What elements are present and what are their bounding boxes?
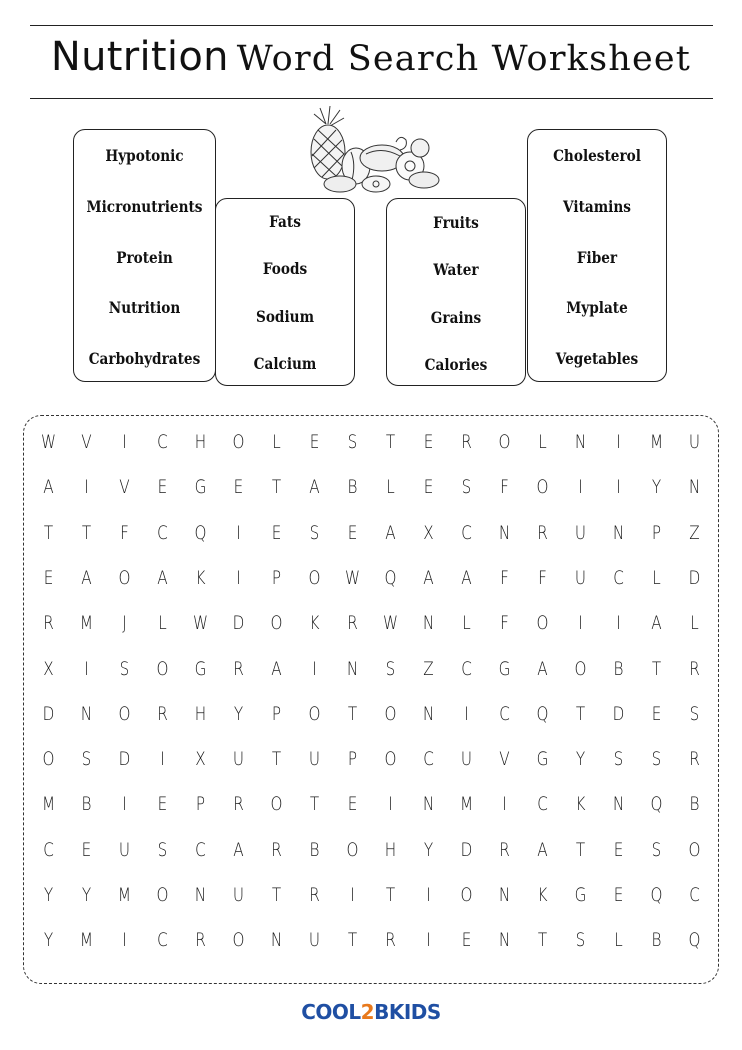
word-list-item: Calcium — [253, 354, 317, 373]
grid-cell: H — [194, 431, 207, 453]
grid-cell: B — [613, 657, 624, 680]
grid-cell: T — [537, 929, 548, 952]
grid-cell: T — [271, 748, 282, 771]
grid-cell: T — [81, 521, 92, 544]
grid-cell: R — [309, 884, 320, 906]
word-list-item: Cholesterol — [553, 146, 641, 165]
grid-cell: I — [616, 431, 621, 453]
grid-cell: S — [347, 431, 358, 453]
grid-cell: R — [537, 521, 548, 544]
grid-cell: O — [384, 702, 397, 725]
grid-cell: Y — [81, 884, 92, 906]
grid-cell: A — [233, 838, 244, 861]
grid-cell: R — [157, 702, 168, 725]
grid-cell: M — [79, 929, 94, 952]
word-list-item: Foods — [262, 259, 308, 278]
word-list-item: Protein — [116, 248, 173, 267]
grid-cell: S — [575, 929, 586, 952]
grid-cell: N — [612, 793, 625, 816]
grid-cell: F — [500, 476, 509, 499]
grid-cell: I — [578, 612, 583, 635]
word-list-item: Nutrition — [108, 298, 181, 317]
grid-cell: B — [651, 929, 662, 952]
grid-cell: E — [461, 929, 472, 952]
grid-cell: M — [117, 884, 132, 906]
grid-cell: E — [423, 431, 434, 453]
grid-cell: C — [157, 929, 168, 952]
grid-row — [30, 431, 712, 471]
grid-cell: C — [461, 521, 472, 544]
grid-cell: S — [81, 748, 92, 771]
fruit-basket-illustration — [296, 104, 446, 196]
grid-cell: O — [42, 748, 55, 771]
grid-cell: D — [118, 748, 131, 771]
grid-cell: I — [426, 884, 431, 906]
grid-cell: Q — [384, 566, 397, 589]
grid-cell: O — [688, 838, 701, 861]
word-list-item: Water — [433, 260, 479, 279]
grid-cell: B — [309, 838, 320, 861]
grid-cell: X — [43, 657, 54, 680]
grid-cell: W — [40, 431, 57, 453]
grid-cell: S — [385, 657, 396, 680]
grid-cell: D — [232, 612, 245, 635]
grid-cell: K — [195, 566, 206, 589]
word-list-item: Carbohydrates — [88, 349, 201, 368]
cool2bkids-logo — [0, 1000, 742, 1024]
grid-cell: E — [613, 838, 624, 861]
grid-cell: S — [651, 748, 662, 771]
grid-cell: R — [233, 793, 244, 816]
grid-cell: A — [43, 476, 54, 499]
grid-cell: C — [499, 702, 510, 725]
grid-cell: C — [157, 431, 168, 453]
grid-cell: P — [195, 793, 206, 816]
grid-cell: B — [81, 793, 92, 816]
grid-cell: S — [309, 521, 320, 544]
logo-part2: 2 — [360, 1000, 375, 1024]
grid-cell: A — [461, 566, 472, 589]
grid-cell: U — [688, 431, 701, 453]
grid-cell: G — [194, 476, 207, 499]
grid-cell: T — [271, 884, 282, 906]
grid-cell: B — [347, 476, 358, 499]
grid-cell: F — [500, 566, 509, 589]
grid-cell: P — [347, 748, 358, 771]
grid-cell: R — [233, 657, 244, 680]
logo-part1: COOL — [301, 1000, 361, 1024]
grid-cell: E — [613, 884, 624, 906]
grid-cell: Y — [43, 929, 54, 952]
grid-cell: O — [270, 793, 283, 816]
grid-cell: X — [423, 521, 434, 544]
grid-row — [30, 567, 712, 607]
grid-cell: Q — [688, 929, 701, 952]
grid-cell: I — [350, 884, 355, 906]
grid-cell: A — [309, 476, 320, 499]
grid-cell: O — [156, 657, 169, 680]
grid-cell: Z — [689, 521, 700, 544]
grid-cell: W — [192, 612, 209, 635]
grid-cell: R — [689, 657, 700, 680]
grid-cell: R — [195, 929, 206, 952]
word-list-item: Myplate — [566, 298, 628, 317]
grid-cell: R — [347, 612, 358, 635]
grid-cell: A — [81, 566, 92, 589]
grid-cell: L — [158, 612, 167, 635]
grid-cell: L — [614, 929, 623, 952]
grid-cell: S — [651, 838, 662, 861]
word-list-item: Sodium — [255, 307, 315, 326]
grid-cell: C — [43, 838, 54, 861]
grid-row — [30, 522, 712, 562]
grid-cell: O — [574, 657, 587, 680]
word-list-box-3 — [386, 198, 526, 386]
grid-cell: Y — [233, 702, 244, 725]
grid-cell: I — [84, 476, 89, 499]
grid-cell: A — [385, 521, 396, 544]
grid-row — [30, 703, 712, 743]
grid-cell: N — [574, 431, 587, 453]
grid-cell: O — [118, 566, 131, 589]
grid-cell: R — [461, 431, 472, 453]
grid-cell: N — [346, 657, 359, 680]
grid-cell: L — [690, 612, 699, 635]
grid-cell: V — [499, 748, 510, 771]
word-list-item: Vitamins — [563, 197, 631, 216]
grid-cell: Y — [651, 476, 662, 499]
grid-cell: T — [43, 521, 54, 544]
grid-cell: Y — [423, 838, 434, 861]
grid-cell: N — [422, 793, 435, 816]
grid-cell: G — [498, 657, 511, 680]
top-rule — [30, 25, 713, 26]
word-list-item: Fats — [269, 212, 301, 231]
grid-cell: A — [271, 657, 282, 680]
grid-cell: I — [312, 657, 317, 680]
page-title — [0, 34, 742, 80]
grid-cell: E — [157, 476, 168, 499]
grid-row — [30, 793, 712, 833]
grid-cell: Y — [43, 884, 54, 906]
grid-cell: U — [460, 748, 473, 771]
grid-cell: R — [271, 838, 282, 861]
grid-cell: I — [502, 793, 507, 816]
title-part2: Word Search Worksheet — [236, 39, 692, 79]
grid-cell: F — [120, 521, 129, 544]
grid-cell: U — [574, 521, 587, 544]
grid-cell: O — [270, 612, 283, 635]
grid-cell: S — [119, 657, 130, 680]
grid-cell: E — [651, 702, 662, 725]
grid-cell: I — [84, 657, 89, 680]
grid-cell: L — [386, 476, 395, 499]
grid-cell: Q — [536, 702, 549, 725]
grid-cell: R — [43, 612, 54, 635]
grid-cell: T — [575, 838, 586, 861]
grid-cell: I — [578, 476, 583, 499]
grid-cell: N — [498, 521, 511, 544]
grid-cell: P — [271, 702, 282, 725]
grid-cell: L — [462, 612, 471, 635]
grid-cell: C — [423, 748, 434, 771]
grid-cell: I — [388, 793, 393, 816]
grid-cell: B — [689, 793, 700, 816]
grid-cell: K — [537, 884, 548, 906]
grid-cell: N — [688, 476, 701, 499]
grid-cell: D — [42, 702, 55, 725]
grid-cell: U — [118, 838, 131, 861]
grid-cell: O — [308, 566, 321, 589]
word-list-item: Fiber — [576, 248, 618, 267]
grid-cell: O — [536, 476, 549, 499]
grid-cell: C — [613, 566, 624, 589]
grid-cell: L — [652, 566, 661, 589]
grid-cell: P — [651, 521, 662, 544]
grid-cell: L — [538, 431, 547, 453]
grid-cell: Y — [575, 748, 586, 771]
grid-cell: S — [157, 838, 168, 861]
grid-cell: I — [122, 431, 127, 453]
grid-cell: N — [194, 884, 207, 906]
grid-cell: U — [308, 748, 321, 771]
grid-cell: H — [194, 702, 207, 725]
grid-cell: T — [309, 793, 320, 816]
grid-cell: C — [537, 793, 548, 816]
grid-cell: W — [382, 612, 399, 635]
grid-cell: S — [613, 748, 624, 771]
grid-cell: E — [157, 793, 168, 816]
grid-cell: T — [575, 702, 586, 725]
grid-cell: S — [461, 476, 472, 499]
grid-cell: U — [574, 566, 587, 589]
grid-cell: D — [460, 838, 473, 861]
grid-cell: E — [271, 521, 282, 544]
grid-cell: N — [80, 702, 93, 725]
grid-cell: I — [236, 566, 241, 589]
grid-cell: T — [651, 657, 662, 680]
grid-cell: K — [575, 793, 586, 816]
grid-cell: C — [689, 884, 700, 906]
title-part1: Nutrition — [50, 34, 229, 80]
bottom-rule — [30, 98, 713, 99]
grid-cell: X — [195, 748, 206, 771]
grid-cell: V — [119, 476, 130, 499]
grid-cell: N — [270, 929, 283, 952]
grid-cell: D — [612, 702, 625, 725]
grid-cell: E — [423, 476, 434, 499]
word-list-item: Fruits — [433, 213, 479, 232]
grid-cell: E — [347, 793, 358, 816]
grid-cell: S — [689, 702, 700, 725]
logo-part3: BKIDS — [374, 1000, 441, 1024]
grid-cell: C — [461, 657, 472, 680]
grid-cell: F — [538, 566, 547, 589]
grid-cell: H — [384, 838, 397, 861]
grid-cell: U — [232, 884, 245, 906]
grid-cell: I — [122, 793, 127, 816]
grid-cell: T — [271, 476, 282, 499]
grid-cell: N — [498, 884, 511, 906]
grid-cell: I — [616, 476, 621, 499]
grid-cell: G — [194, 657, 207, 680]
grid-cell: J — [122, 612, 127, 635]
grid-cell: U — [308, 929, 321, 952]
grid-cell: E — [81, 838, 92, 861]
grid-cell: L — [272, 431, 281, 453]
grid-cell: T — [385, 431, 396, 453]
word-list-item: Vegetables — [555, 349, 639, 368]
grid-cell: N — [422, 702, 435, 725]
grid-cell: E — [347, 521, 358, 544]
grid-row — [30, 884, 712, 924]
word-list-box-1 — [73, 129, 216, 382]
grid-cell: E — [43, 566, 54, 589]
grid-cell: A — [537, 657, 548, 680]
grid-cell: Z — [423, 657, 434, 680]
grid-cell: A — [157, 566, 168, 589]
grid-cell: D — [688, 566, 701, 589]
grid-cell: A — [537, 838, 548, 861]
word-list-box-2 — [215, 198, 355, 386]
grid-cell: O — [232, 929, 245, 952]
grid-cell: O — [308, 702, 321, 725]
grid-row — [30, 929, 712, 969]
grid-row — [30, 839, 712, 879]
grid-cell: O — [118, 702, 131, 725]
grid-row — [30, 748, 712, 788]
grid-cell: F — [500, 612, 509, 635]
grid-cell: I — [160, 748, 165, 771]
grid-row — [30, 612, 712, 652]
grid-cell: I — [616, 612, 621, 635]
grid-cell: O — [346, 838, 359, 861]
grid-cell: O — [384, 748, 397, 771]
grid-cell: M — [649, 431, 664, 453]
grid-cell: E — [233, 476, 244, 499]
grid-cell: G — [574, 884, 587, 906]
grid-cell: O — [460, 884, 473, 906]
grid-cell: I — [464, 702, 469, 725]
grid-cell: I — [122, 929, 127, 952]
word-list-item: Micronutrients — [86, 197, 203, 216]
grid-cell: O — [156, 884, 169, 906]
grid-cell: A — [651, 612, 662, 635]
grid-cell: A — [423, 566, 434, 589]
grid-cell: O — [498, 431, 511, 453]
grid-cell: T — [385, 884, 396, 906]
grid-cell: Q — [650, 884, 663, 906]
grid-cell: M — [459, 793, 474, 816]
grid-cell: P — [271, 566, 282, 589]
grid-cell: Q — [650, 793, 663, 816]
grid-cell: E — [309, 431, 320, 453]
grid-row — [30, 476, 712, 516]
grid-cell: U — [232, 748, 245, 771]
grid-cell: O — [536, 612, 549, 635]
grid-cell: M — [41, 793, 56, 816]
grid-cell: G — [536, 748, 549, 771]
grid-cell: R — [385, 929, 396, 952]
grid-cell: T — [347, 702, 358, 725]
grid-cell: O — [232, 431, 245, 453]
grid-cell: I — [426, 929, 431, 952]
grid-cell: M — [79, 612, 94, 635]
grid-cell: W — [344, 566, 361, 589]
word-list-item: Hypotonic — [105, 146, 184, 165]
grid-cell: Q — [194, 521, 207, 544]
grid-cell: N — [498, 929, 511, 952]
word-list-item: Grains — [430, 308, 482, 327]
grid-cell: N — [422, 612, 435, 635]
grid-cell: T — [347, 929, 358, 952]
grid-cell: I — [236, 521, 241, 544]
grid-cell: K — [309, 612, 320, 635]
grid-cell: N — [612, 521, 625, 544]
grid-cell: V — [81, 431, 92, 453]
word-list-box-4 — [527, 129, 667, 382]
grid-cell: R — [689, 748, 700, 771]
grid-row — [30, 658, 712, 698]
word-list-item: Calories — [424, 355, 488, 374]
grid-cell: C — [195, 838, 206, 861]
grid-cell: C — [157, 521, 168, 544]
grid-cell: R — [499, 838, 510, 861]
